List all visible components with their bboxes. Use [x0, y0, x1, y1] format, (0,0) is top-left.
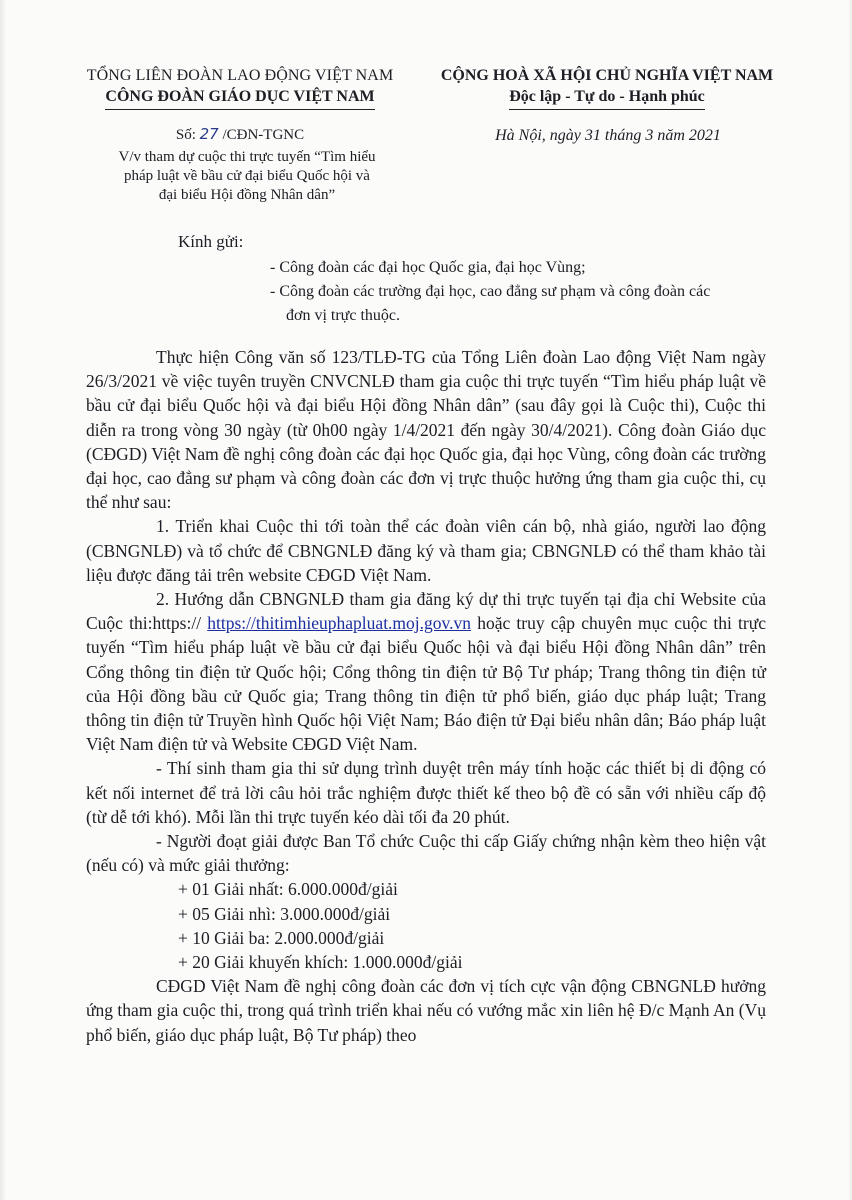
paragraph-item-2 [86, 587, 766, 756]
prize-item: + 10 Giải ba: 2.000.000đ/giải [178, 927, 385, 948]
issuing-organization [60, 66, 420, 110]
recipient-item: - Công đoàn các trường đại học, cao đẳng sư phạm và công đoàn các [270, 283, 711, 300]
country-name: CỘNG HOÀ XÃ HỘI CHỦ NGHĨA VIỆT NAM [440, 67, 774, 84]
paragraph-awards: - Người đoạt giải được Ban Tổ chức Cuộc thi cấp Giấy chứng nhận kèm theo hiện vật (nếu có) và mức giải thưởng: [86, 831, 766, 876]
document-number-prefix: Số: [175, 127, 196, 143]
paragraph-closing: CĐGD Việt Nam đề nghị công đoàn các đơn vị tích cực vận động CBNGNLĐ hưởng ứng tham gia cuộc thi, trong quá trình triển khai nếu có vướng mắc xin liên hệ Đ/c Mạnh An (Vụ phổ biến, giáo dục pháp luật, Bộ Tư pháp) theo [86, 976, 766, 1045]
document-number-handwritten: 27 [199, 125, 219, 143]
document-number [60, 125, 420, 144]
document-number-suffix: /CĐN-TGNC [222, 127, 305, 143]
scan-edge-right [848, 0, 852, 1200]
recipient-item: - Công đoàn các đại học Quốc gia, đại học Vùng; [270, 259, 586, 276]
national-motto [418, 66, 796, 110]
paragraph-item-2-end: hoặc truy cập chuyên mục cuộc thi trực tuyến “Tìm hiểu pháp luật về bầu cử đại biểu Quốc hội và đại biểu Hội đồng Nhân dân” trên Cổng thông tin điện tử Quốc hội; Cổng thông tin điện tử Bộ Tư pháp; Trang thông tin điện tử của Hội đồng bầu cử Quốc gia; Trang thông tin điện tử phổ biến, giáo dục pháp luật; Trang thông tin điện tử Truyền hình Quốc hội Việt Nam; Báo điện tử Đại biểu nhân dân; Báo pháp luật Việt Nam điện tử và Website CĐGD Việt Nam. [86, 613, 766, 755]
paragraph-contestants: - Thí sinh tham gia thi sử dụng trình duyệt trên máy tính hoặc các thiết bị di động có kết nối internet để trả lời câu hỏi trắc nghiệm được thiết kế theo bộ đề có sẵn với nhiều cấp độ (từ dễ tới khó). Mỗi lần thi trực tuyến kéo dài tối đa 20 phút. [86, 758, 766, 827]
motto: Độc lập - Tự do - Hạnh phúc [509, 86, 705, 110]
paragraph-item-1: 1. Triển khai Cuộc thi tới toàn thể các đoàn viên cán bộ, nhà giáo, người lao động (CBNGNLĐ) và tổ chức để CBNGNLĐ đăng ký và tham gia; CBNGNLĐ có thể tham khảo tài liệu được đăng tải trên website CĐGD Việt Nam. [86, 516, 766, 585]
recipient-item-continuation: đơn vị trực thuộc. [286, 307, 400, 324]
paragraph-item-2-start: 2. Hướng dẫn CBNGNLĐ tham gia đăng ký dự thi trực tuyến tại địa chỉ Website của Cuộc thi:https:// [86, 589, 766, 634]
recipients-label: Kính gửi: [178, 232, 244, 251]
prize-item: + 01 Giải nhất: 6.000.000đ/giải [178, 879, 398, 900]
document-subject: V/v tham dự cuộc thi trực tuyến “Tìm hiểu pháp luật về bầu cử đại biểu Quốc hội và đại biểu Hội đồng Nhân dân” [118, 149, 376, 203]
prize-item: + 05 Giải nhì: 3.000.000đ/giải [178, 903, 391, 924]
prize-item: + 20 Giải khuyến khích: 1.000.000đ/giải [178, 952, 463, 973]
document-body [86, 345, 766, 1047]
parent-organization: TỔNG LIÊN ĐOÀN LAO ĐỘNG VIỆT NAM [86, 67, 394, 84]
contest-website-link[interactable]: https://thitimhieuphapluat.moj.gov.vn [207, 613, 472, 634]
place-date: Hà Nội, ngày 31 tháng 3 năm 2021 [495, 127, 721, 144]
scan-edge-left [0, 0, 6, 1200]
prize-list [86, 877, 766, 974]
paragraph-intro: Thực hiện Công văn số 123/TLĐ-TG của Tổng Liên đoàn Lao động Việt Nam ngày 26/3/2021 về việc tuyên truyền CNVCNLĐ tham gia cuộc thi trực tuyến “Tìm hiểu pháp luật về bầu cử đại biểu Quốc hội và đại biểu Hội đồng Nhân dân” (sau đây gọi là Cuộc thi), Cuộc thi diễn ra trong vòng 30 ngày (từ 0h00 ngày 1/4/2021 đến ngày 30/4/2021). Công đoàn Giáo dục (CĐGD) Việt Nam đề nghị công đoàn các đại học Quốc gia, đại học Vùng, công đoàn các trường đại học, cao đẳng sư phạm và công đoàn các đơn vị trực thuộc hưởng ứng tham gia cuộc thi, cụ thể như sau: [86, 347, 766, 513]
organization-name: CÔNG ĐOÀN GIÁO DỤC VIỆT NAM [105, 86, 374, 110]
recipients-list [270, 256, 790, 328]
